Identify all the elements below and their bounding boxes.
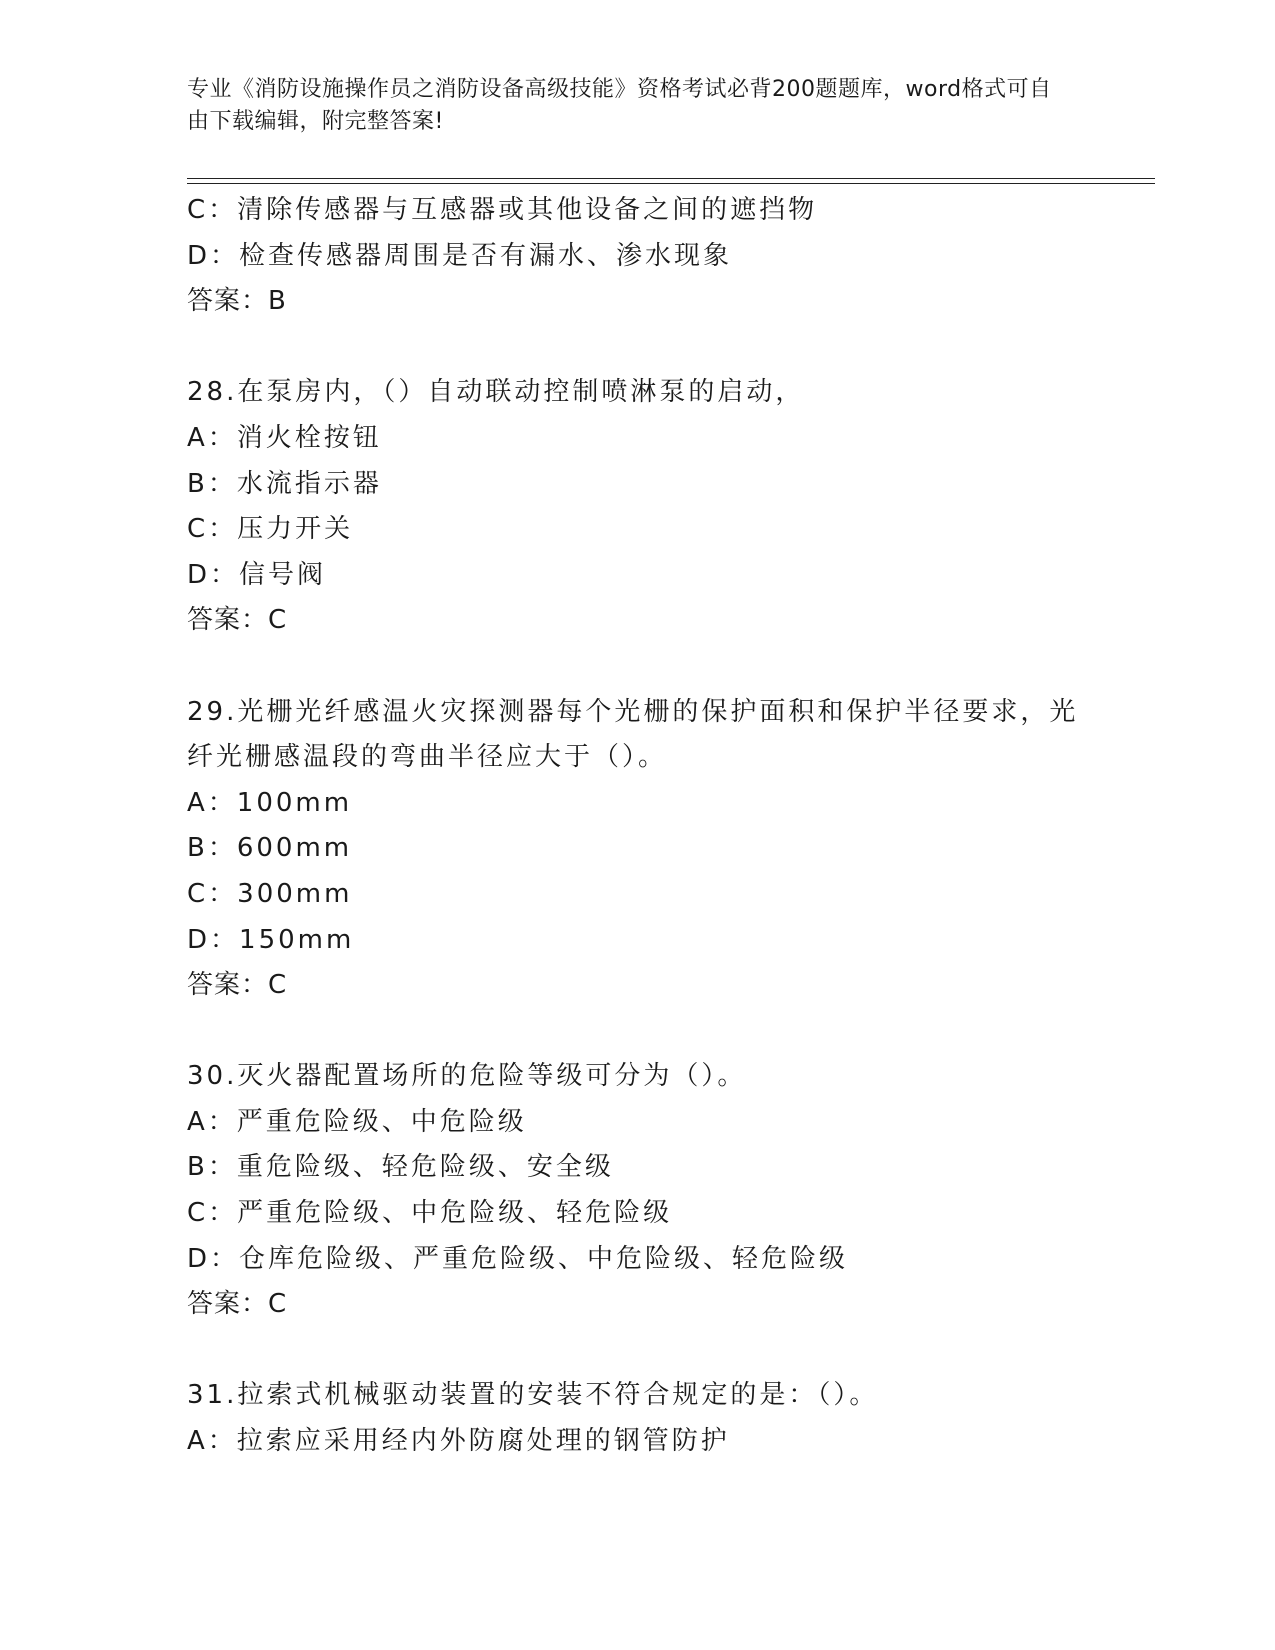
header-divider (187, 178, 1155, 184)
question-title: 29.光栅光纤感温火灾探测器每个光栅的保护面积和保护半径要求，光纤光栅感温段的弯曲半径应大于（）。 (187, 696, 1079, 773)
option-a: A：拉索应采用经内外防腐处理的钢管防护 (187, 1426, 730, 1457)
option-d: D：信号阀 (187, 559, 327, 590)
question-title: 30.灭火器配置场所的危险等级可分为（）。 (187, 1061, 747, 1092)
option-a: A：消火栓按钮 (187, 422, 382, 453)
question-list (187, 188, 1087, 1465)
option-c: C：压力开关 (187, 514, 354, 545)
question-28 (187, 370, 1087, 644)
answer-line: 答案：B (187, 286, 287, 317)
answer-line: 答案：C (187, 605, 288, 636)
answer-line: 答案：C (187, 1289, 288, 1320)
option-c: C：严重危险级、中危险级、轻危险级 (187, 1198, 673, 1229)
option-a: A：严重危险级、中危险级 (187, 1106, 527, 1137)
option-c: C：300mm (187, 878, 353, 909)
option-a: A：100mm (187, 787, 353, 818)
option-b: B：600mm (187, 833, 353, 864)
page-header (187, 74, 1067, 138)
option-c: C：清除传感器与互感器或其他设备之间的遮挡物 (187, 195, 818, 225)
option-d: D：检查传感器周围是否有漏水、渗水现象 (187, 240, 733, 271)
header-text: 专业《消防设施操作员之消防设备高级技能》资格考试必背200题题库，word格式可自由下载编辑，附完整答案! (187, 77, 1052, 134)
answer-line: 答案：C (187, 970, 288, 1001)
option-b: B：重危险级、轻危险级、安全级 (187, 1152, 614, 1183)
option-d: D：仓库危险级、严重危险级、中危险级、轻危险级 (187, 1243, 849, 1274)
question-title: 28.在泵房内，（）自动联动控制喷淋泵的启动， (187, 377, 805, 408)
question-31 (187, 1373, 1087, 1464)
option-d: D：150mm (187, 924, 355, 955)
question-29 (187, 690, 1087, 1009)
question-title: 31.拉索式机械驱动装置的安装不符合规定的是：（）。 (187, 1380, 879, 1411)
question-30 (187, 1054, 1087, 1328)
option-b: B：水流指示器 (187, 468, 382, 499)
